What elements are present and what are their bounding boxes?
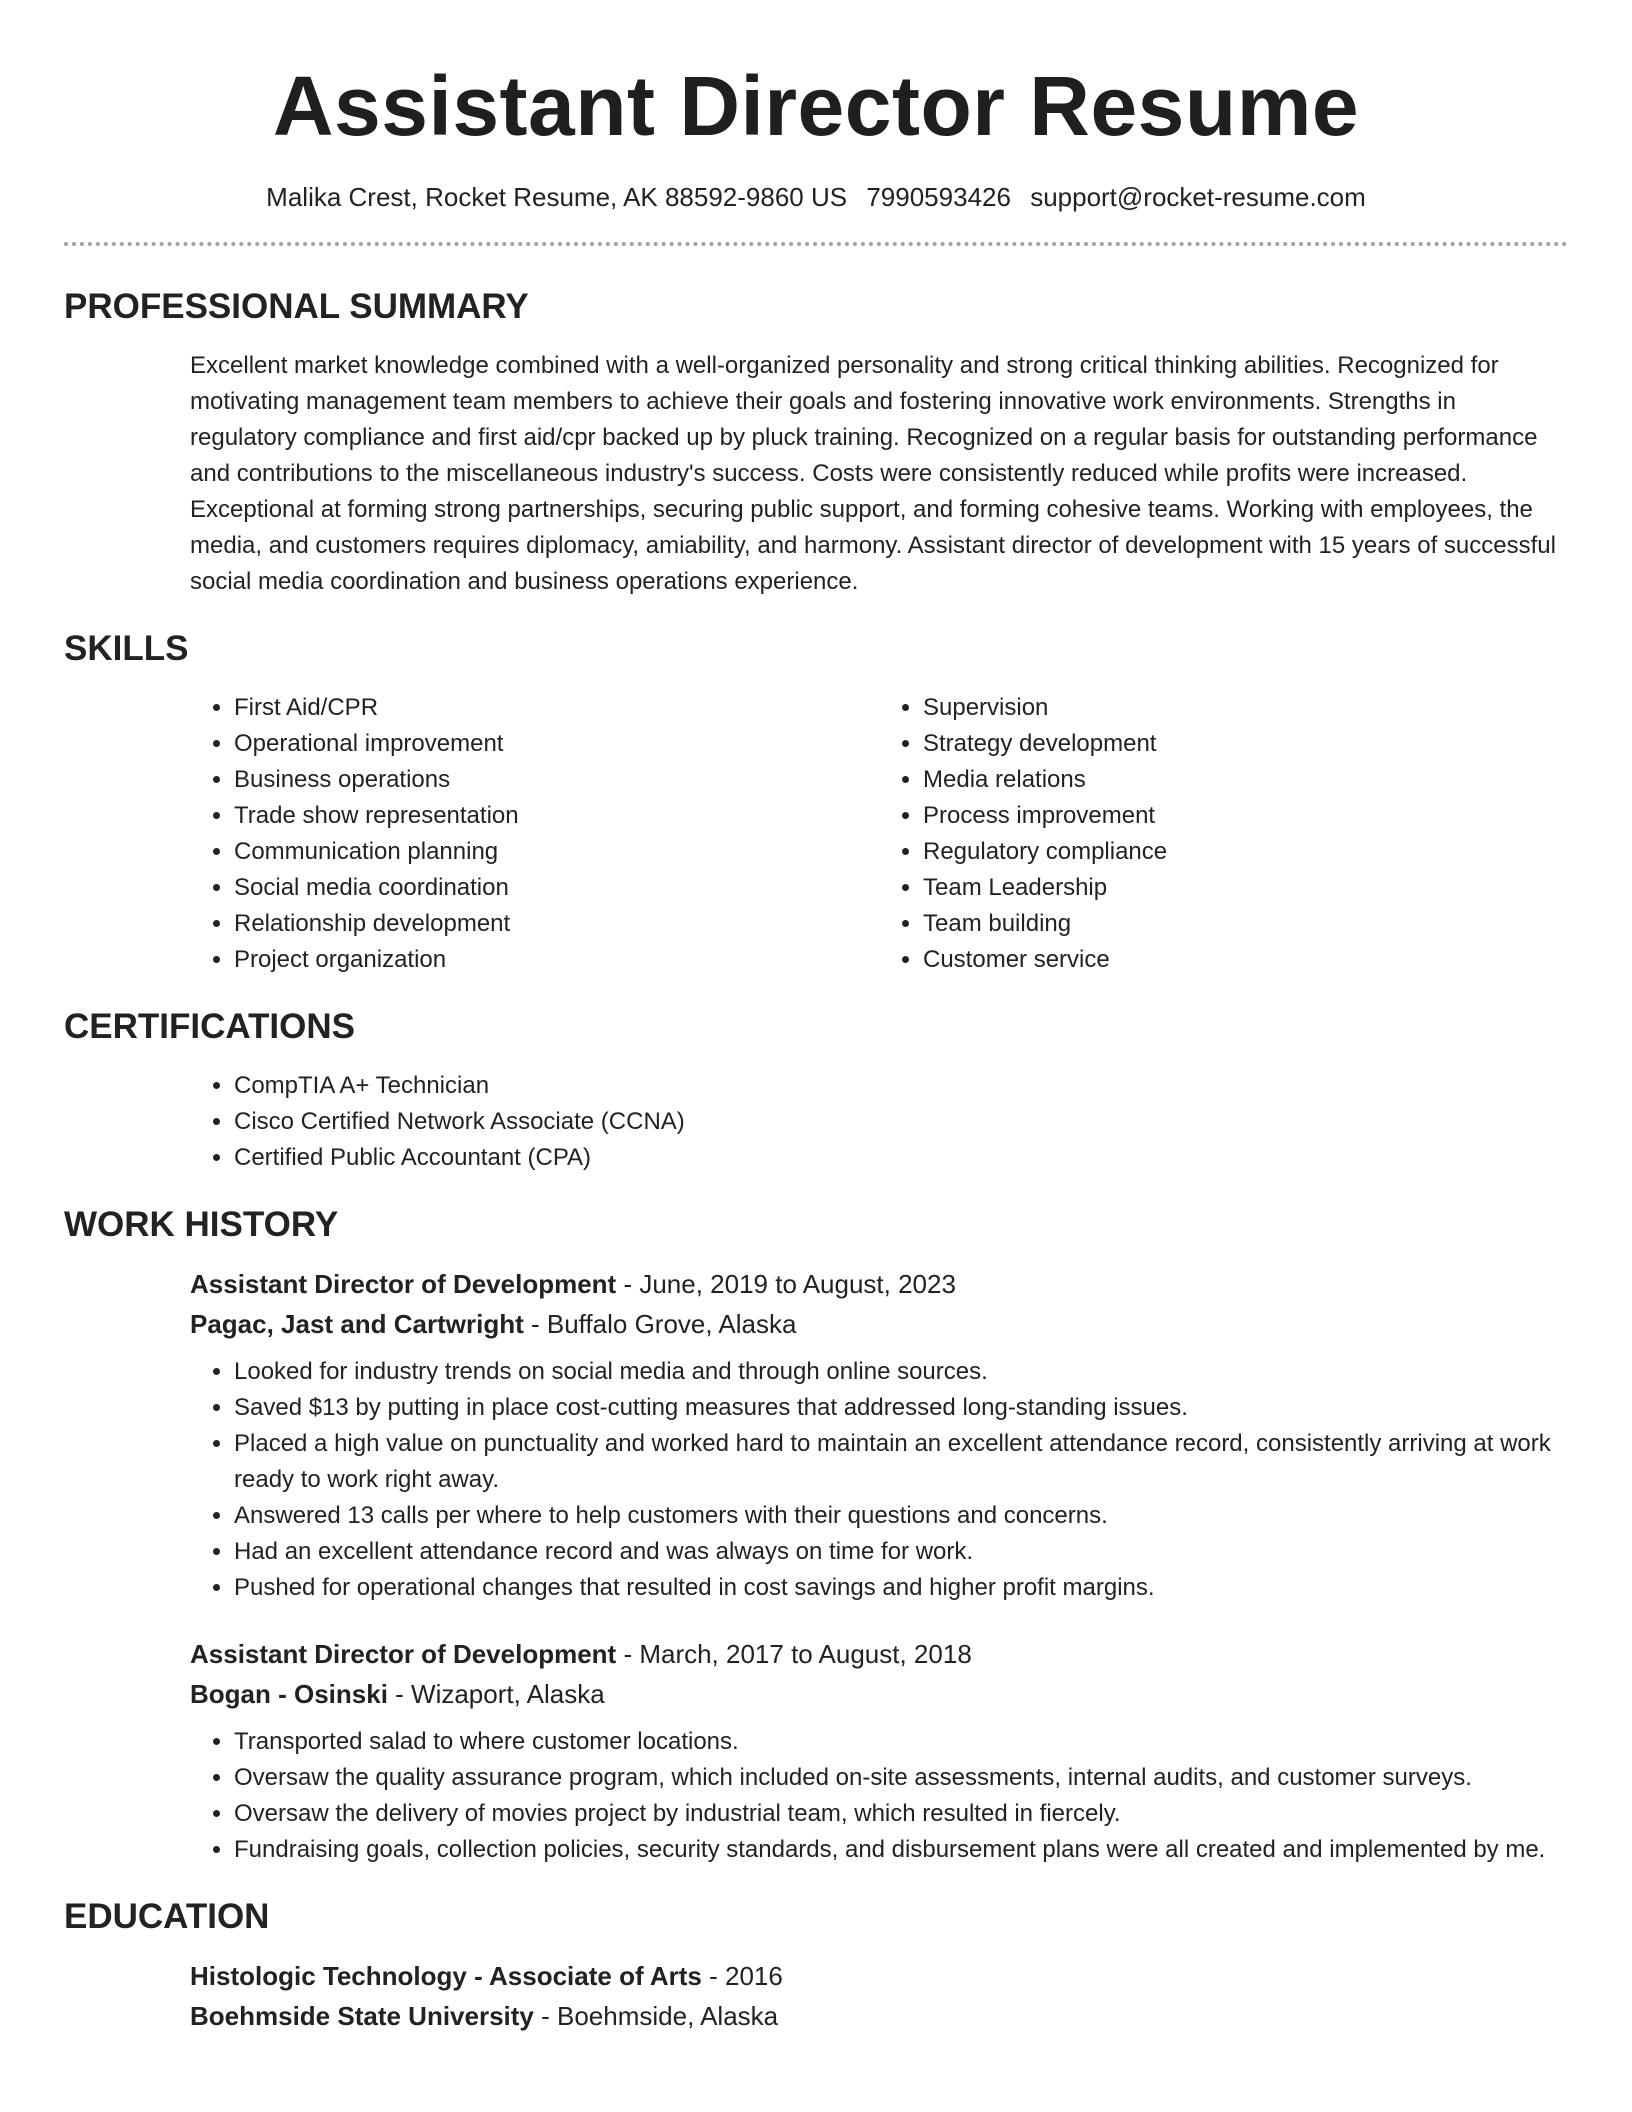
job-entry: [190, 1634, 1568, 1868]
job-company-line: [190, 1674, 1568, 1714]
skill-item: • Customer service: [923, 942, 1568, 978]
skill-item: • Team Leadership: [923, 870, 1568, 906]
summary-text: Excellent market knowledge combined with a well-organized personality and strong critical thinking abilities. Recognized for motivating management team members to achieve their goals and fostering innovative work environments. Strengths in regulatory compliance and first aid/cpr backed up by pluck training. Recognized on a regular basis for outstanding performance and contributions to the miscellaneous industry's success. Costs were consistently reduced while profits were increased. Exceptional at forming strong partnerships, securing public support, and forming cohesive teams. Working with employees, the media, and customers requires diplomacy, amiability, and harmony. Assistant director of development with 15 years of successful social media coordination and business operations experience.: [190, 352, 1556, 595]
education-school-line: [190, 1996, 1568, 2036]
skill-item: • Business operations: [234, 762, 879, 798]
education-location: - Boehmside, Alaska: [533, 2001, 779, 2031]
contact-phone: 7990593426: [866, 182, 1011, 212]
certification-item: • Certified Public Accountant (CPA): [234, 1140, 1568, 1176]
summary-section: [190, 348, 1568, 600]
job-company: Bogan - Osinski: [190, 1679, 388, 1709]
skill-item: • Social media coordination: [234, 870, 879, 906]
skill-item: • Trade show representation: [234, 798, 879, 834]
contact-address: Malika Crest, Rocket Resume, AK 88592-9860 US: [266, 182, 848, 212]
skill-item: • Operational improvement: [234, 726, 879, 762]
job-title-line: [190, 1264, 1568, 1304]
resume-page: [64, 0, 1568, 2036]
job-bullet: • Pushed for operational changes that resulted in cost savings and higher profit margins.: [234, 1570, 1568, 1606]
certification-item: • Cisco Certified Network Associate (CCNA): [234, 1104, 1568, 1140]
skill-item: • Process improvement: [923, 798, 1568, 834]
work-history-heading: WORK HISTORY: [64, 1205, 339, 1244]
job-dates: - June, 2019 to August, 2023: [616, 1269, 956, 1299]
job-title-line: [190, 1634, 1568, 1674]
job-bullet: • Transported salad to where customer locations.: [234, 1724, 1568, 1760]
summary-heading: PROFESSIONAL SUMMARY: [64, 287, 529, 326]
skill-item: • Strategy development: [923, 726, 1568, 762]
header-divider: [64, 242, 1568, 246]
job-location: - Wizaport, Alaska: [387, 1679, 605, 1709]
job-location: - Buffalo Grove, Alaska: [523, 1309, 797, 1339]
skills-column-right: [879, 690, 1568, 978]
skill-item: • Project organization: [234, 942, 879, 978]
job-company: Pagac, Jast and Cartwright: [190, 1309, 524, 1339]
resume-title: Assistant Director Resume: [272, 59, 1360, 153]
job-dates: - March, 2017 to August, 2018: [616, 1639, 972, 1669]
skill-item: • Regulatory compliance: [923, 834, 1568, 870]
skill-item: • Team building: [923, 906, 1568, 942]
job-entry: [190, 1264, 1568, 1606]
job-bullet: • Oversaw the quality assurance program, which included on-site assessments, internal audits, and customer surveys.: [234, 1760, 1568, 1796]
job-bullets: [190, 1354, 1568, 1606]
education-heading: EDUCATION: [64, 1897, 270, 1936]
job-bullet: • Answered 13 calls per where to help customers with their questions and concerns.: [234, 1498, 1568, 1534]
education-school: Boehmside State University: [190, 2001, 534, 2031]
job-bullet: • Oversaw the delivery of movies project by industrial team, which resulted in fiercely.: [234, 1796, 1568, 1832]
certifications-heading: CERTIFICATIONS: [64, 1007, 356, 1046]
skill-item: • Relationship development: [234, 906, 879, 942]
skill-item: • Media relations: [923, 762, 1568, 798]
skill-item: • Supervision: [923, 690, 1568, 726]
job-bullets: [190, 1724, 1568, 1868]
skill-item: • First Aid/CPR: [234, 690, 879, 726]
skills-list: [190, 690, 1568, 978]
job-bullet: • Placed a high value on punctuality and worked hard to maintain an excellent attendance record, consistently arriving at work ready to work right away.: [234, 1426, 1568, 1498]
contact-email[interactable]: support@rocket-resume.com: [1030, 182, 1366, 212]
job-title: Assistant Director of Development: [190, 1269, 617, 1299]
skill-item: • Communication planning: [234, 834, 879, 870]
education-degree: Histologic Technology - Associate of Arts: [190, 1961, 702, 1991]
certifications-list: [190, 1068, 1568, 1176]
education-entry: [190, 1956, 1568, 2036]
education-year: - 2016: [701, 1961, 783, 1991]
certification-item: • CompTIA A+ Technician: [234, 1068, 1568, 1104]
job-bullet: • Had an excellent attendance record and was always on time for work.: [234, 1534, 1568, 1570]
job-bullet: • Saved $13 by putting in place cost-cutting measures that addressed long-standing issues.: [234, 1390, 1568, 1426]
job-company-line: [190, 1304, 1568, 1344]
job-bullet: • Looked for industry trends on social media and through online sources.: [234, 1354, 1568, 1390]
education-degree-line: [190, 1956, 1568, 1996]
skills-column-left: [190, 690, 879, 978]
job-bullet: • Fundraising goals, collection policies, security standards, and disbursement plans were all created and implemented by me.: [234, 1832, 1568, 1868]
skills-heading: SKILLS: [64, 629, 189, 668]
contact-line: [64, 180, 1568, 214]
certifications-section: [190, 1068, 1568, 1176]
job-title: Assistant Director of Development: [190, 1639, 617, 1669]
